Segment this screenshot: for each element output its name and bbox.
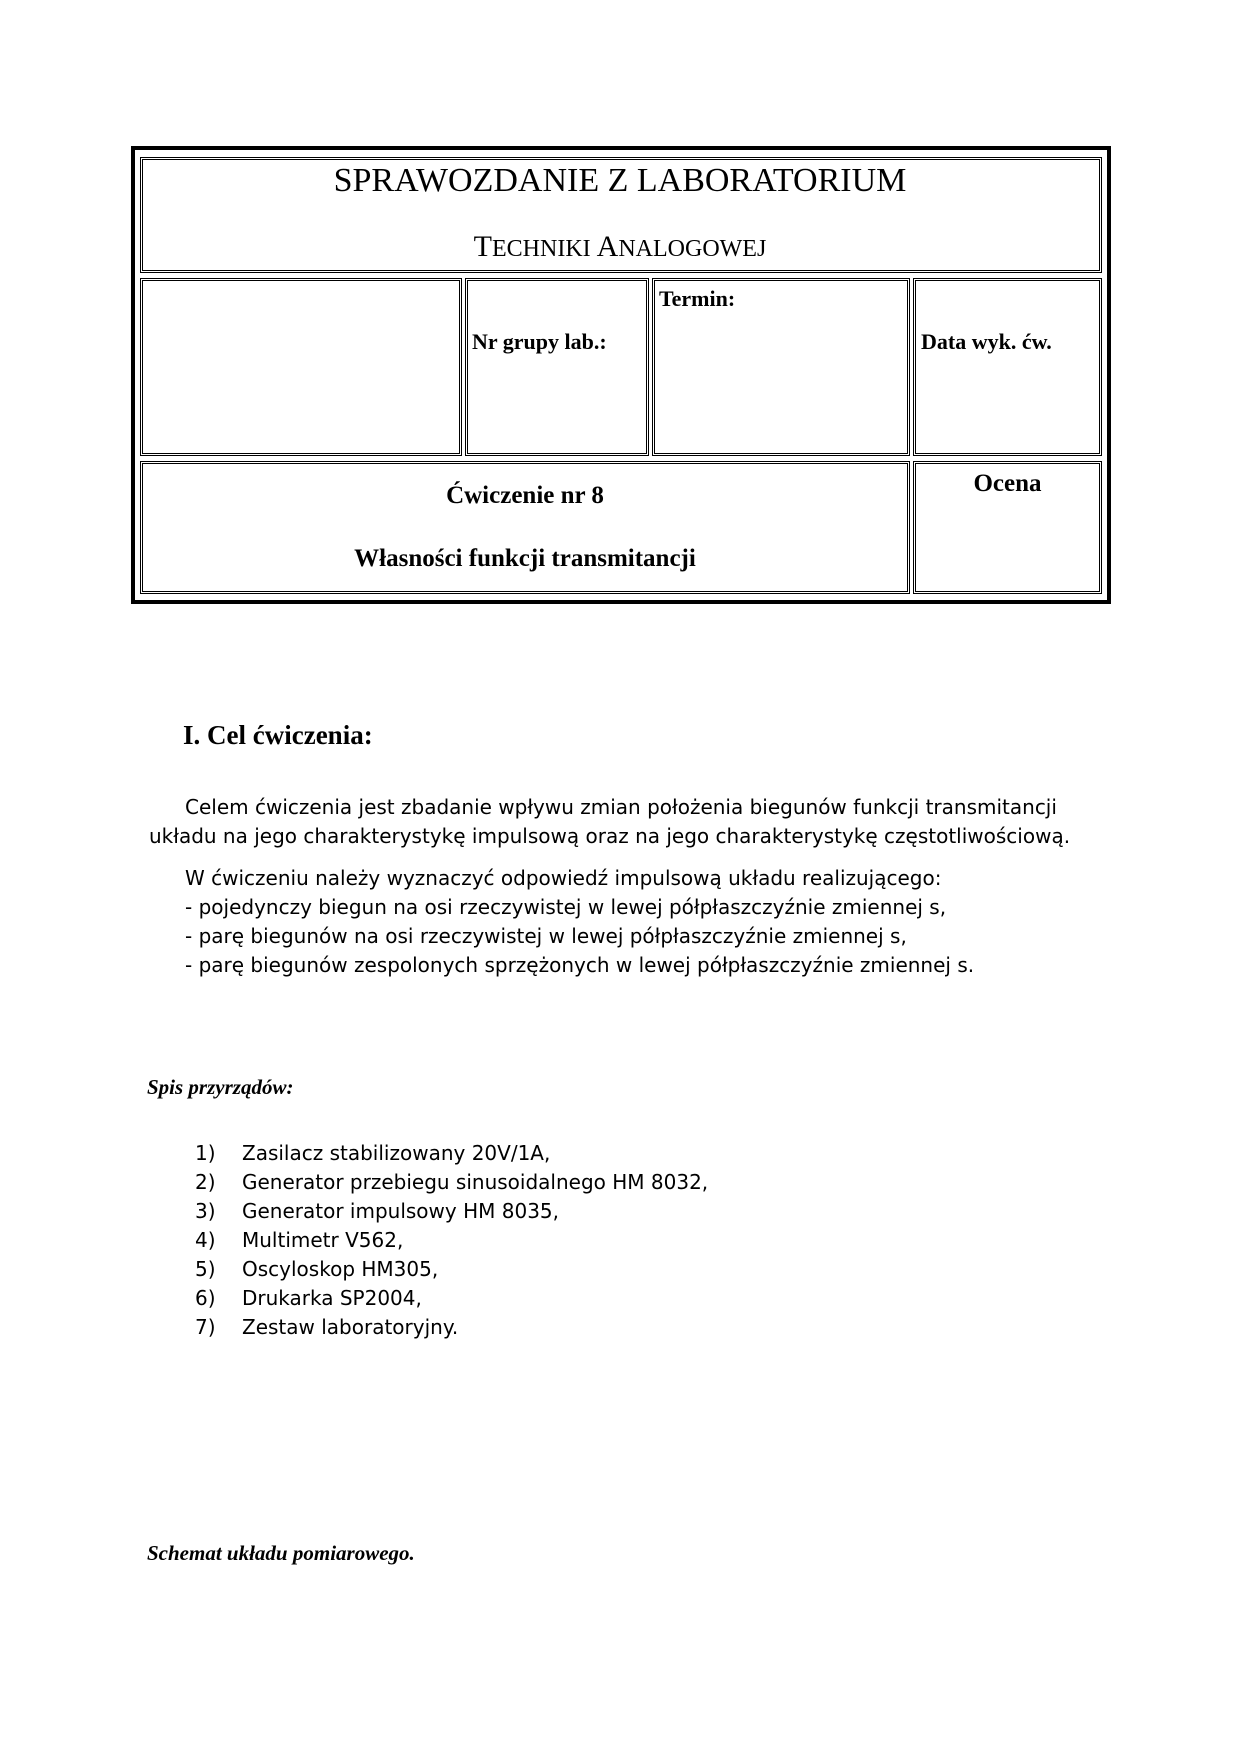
task-paragraph (185, 864, 1085, 980)
term-label: Termin: (659, 286, 736, 311)
list-item: 1) Zasilacz stabilizowany 20V/1A, (195, 1141, 551, 1165)
equipment-list (195, 1139, 708, 1342)
report-title: SPRAWOZDANIE Z LABORATORIUM (333, 162, 907, 199)
report-subtitle: TECHNIKI ANALOGOWEJ (473, 230, 767, 263)
list-item: 5) Oscyloskop HM305, (195, 1257, 439, 1281)
task-bullet: - parę biegunów zespolonych sprzężonych w lewej półpłaszczyźnie zmiennej s. (185, 953, 975, 977)
equipment-heading: Spis przyrządów: (147, 1075, 294, 1099)
exercise-number: Ćwiczenie nr 8 (446, 482, 604, 509)
task-bullet: - pojedynczy biegun na osi rzeczywistej w lewej półpłaszczyźnie zmiennej s, (185, 895, 947, 919)
goal-line-2: układu na jego charakterystykę impulsową oraz na jego charakterystykę częstotliwościową. (149, 824, 1071, 848)
list-item: 3) Generator impulsowy HM 8035, (195, 1199, 560, 1223)
grade-label: Ocena (973, 470, 1042, 497)
section-heading: I. Cel ćwiczenia: (183, 720, 373, 750)
exercise-title: Własności funkcji transmitancji (354, 545, 696, 572)
name-cell (140, 278, 462, 456)
list-item: 6) Drukarka SP2004, (195, 1286, 422, 1310)
schema-heading: Schemat układu pomiarowego. (147, 1541, 415, 1565)
group-cell (465, 278, 649, 456)
group-label: Nr grupy lab.: (472, 329, 607, 354)
list-item: 2) Generator przebiegu sinusoidalnego HM 8032, (195, 1170, 709, 1194)
goal-paragraph (149, 793, 1094, 851)
task-bullet: - parę biegunów na osi rzeczywistej w lewej półpłaszczyźnie zmiennej s, (185, 924, 907, 948)
task-intro: W ćwiczeniu należy wyznaczyć odpowiedź impulsową układu realizującego: (185, 866, 942, 890)
goal-line-1: Celem ćwiczenia jest zbadanie wpływu zmian położenia biegunów funkcji transmitancji (185, 795, 1057, 819)
list-item: 7) Zestaw laboratoryjny. (195, 1315, 459, 1339)
exercise-cell (140, 461, 910, 594)
date-cell (913, 278, 1102, 456)
list-item: 4) Multimetr V562, (195, 1228, 404, 1252)
date-label: Data wyk. ćw. (921, 329, 1052, 354)
